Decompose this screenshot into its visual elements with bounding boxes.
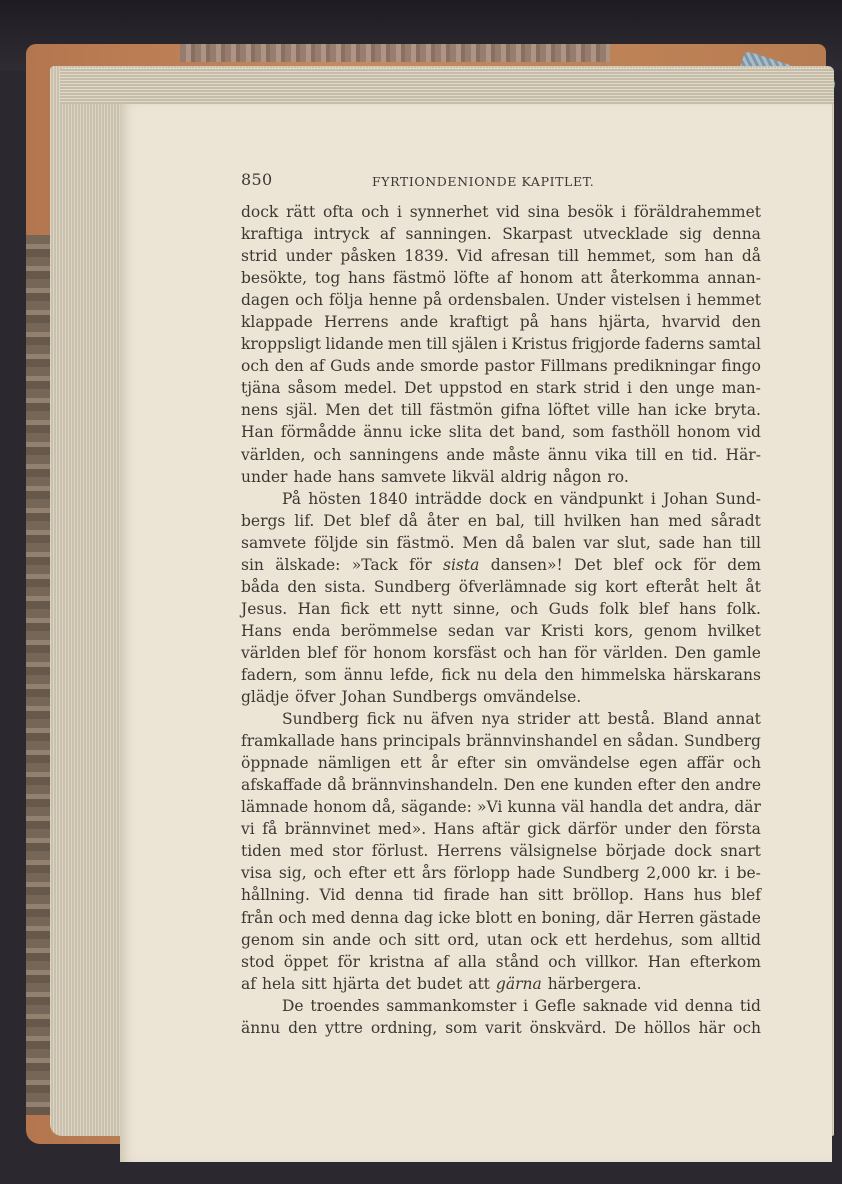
text-line: nens själ. Men det till fästmön gifna löftet ville han icke bryta. <box>241 401 761 420</box>
text-line: fadern, som ännu lefde, fick nu dela den himmelska härskarans <box>241 665 761 684</box>
text-line: Sundberg fick nu äfven nya strider att bestå. Bland annat <box>282 710 761 729</box>
text-line: De troendes sammankomster i Gefle saknade vid denna tid <box>282 996 761 1015</box>
book-spine-pattern <box>26 235 52 1115</box>
text-line: samvete följde sin fästmö. Men då balen var slut, sade han till <box>241 533 761 552</box>
running-head <box>241 170 761 193</box>
text-line: från och med denna dag icke blott en boning, där Herren gästade <box>241 908 761 927</box>
text-line: båda den sista. Sundberg öfverlämnade sig kort efteråt helt åt <box>241 577 761 596</box>
text-line: tjäna såsom medel. Det uppstod en stark strid i den unge man- <box>241 379 761 398</box>
text-line: under hade hans samvete likväl aldrig någon ro. <box>241 467 629 486</box>
text-line: lämnade honom då, sägande: »Vi kunna väl handla det andra, där <box>241 798 761 817</box>
chapter-title: FYRTIONDENIONDE KAPITLET. <box>372 174 595 189</box>
text-line: kroppsligt lidande men till själen i Kristus frigjorde faderns samtal <box>241 335 761 354</box>
text-line: strid under påsken 1839. Vid afresan till hemmet, som han då <box>241 247 761 266</box>
page-stack-top <box>60 68 834 104</box>
text-line: hållning. Vid denna tid firade han sitt bröllop. Hans hus blef <box>241 886 761 905</box>
text-line: glädje öfver Johan Sundbergs omvändelse. <box>241 688 582 707</box>
text-line: visa sig, och efter ett års förlopp hade Sundberg 2,000 kr. i be- <box>241 864 761 883</box>
body-text <box>241 201 761 1039</box>
text-line: ännu den yttre ordning, som varit önskvärd. De höllos här och <box>241 1018 761 1037</box>
text-line: Han förmådde ännu icke slita det band, som fasthöll honom vid <box>241 423 761 442</box>
text-line: dock rätt ofta och i synnerhet vid sina besök i föräldrahemmet <box>241 203 761 221</box>
text-line: kraftiga intryck af sanningen. Skarpast utvecklade sig denna <box>241 225 761 244</box>
text-line: och den af Guds ande smorde pastor Fillmans predikningar fingo <box>241 357 761 376</box>
text-line: Jesus. Han fick ett nytt sinne, och Guds folk blef hans folk. <box>241 599 761 618</box>
text-line: vi få brännvinet med». Hans aftär gick därför under den första <box>241 820 761 839</box>
text-line: På hösten 1840 inträdde dock en vändpunkt i Johan Sund- <box>282 489 761 508</box>
text-line: afskaffade då brännvinshandeln. Den ene kunden efter den andre <box>241 776 761 795</box>
text-line: genom sin ande och sitt ord, utan ock ett herdehus, som alltid <box>241 930 761 949</box>
text-line: besökte, tog hans fästmö löfte af honom att återkomma annan- <box>241 269 761 288</box>
text-line: dagen och följa henne på ordensbalen. Under vistelsen i hemmet <box>241 291 761 310</box>
text-line: sin älskade: »Tack för sista dansen»! Det blef ock för dem <box>241 555 761 574</box>
text-line: bergs lif. Det blef då åter en bal, till hvilken han med såradt <box>241 511 761 530</box>
page-number: 850 <box>241 170 273 189</box>
text-line: världen blef för honom korsfäst och han för världen. Den gamle <box>241 643 761 662</box>
text-line: framkallade hans principals brännvinshandel en sådan. Sundberg <box>241 732 761 751</box>
cover-edge-pattern <box>180 44 610 62</box>
text-line: stod öppet för kristna af alla stånd och villkor. Han efterkom <box>241 952 761 971</box>
text-line: af hela sitt hjärta det budet att gärna härbergera. <box>241 974 642 993</box>
text-line: tiden med stor förlust. Herrens välsignelse började dock snart <box>241 842 761 861</box>
text-line: världen, och sanningens ande måste ännu vika till en tid. Här- <box>241 445 761 464</box>
text-line: klappade Herrens ande kraftigt på hans hjärta, hvarvid den <box>241 313 761 332</box>
text-line: öppnade nämligen ett år efter sin omvändelse egen affär och <box>241 754 761 773</box>
text-line: Hans enda berömmelse sedan var Kristi kors, genom hvilket <box>241 621 761 640</box>
